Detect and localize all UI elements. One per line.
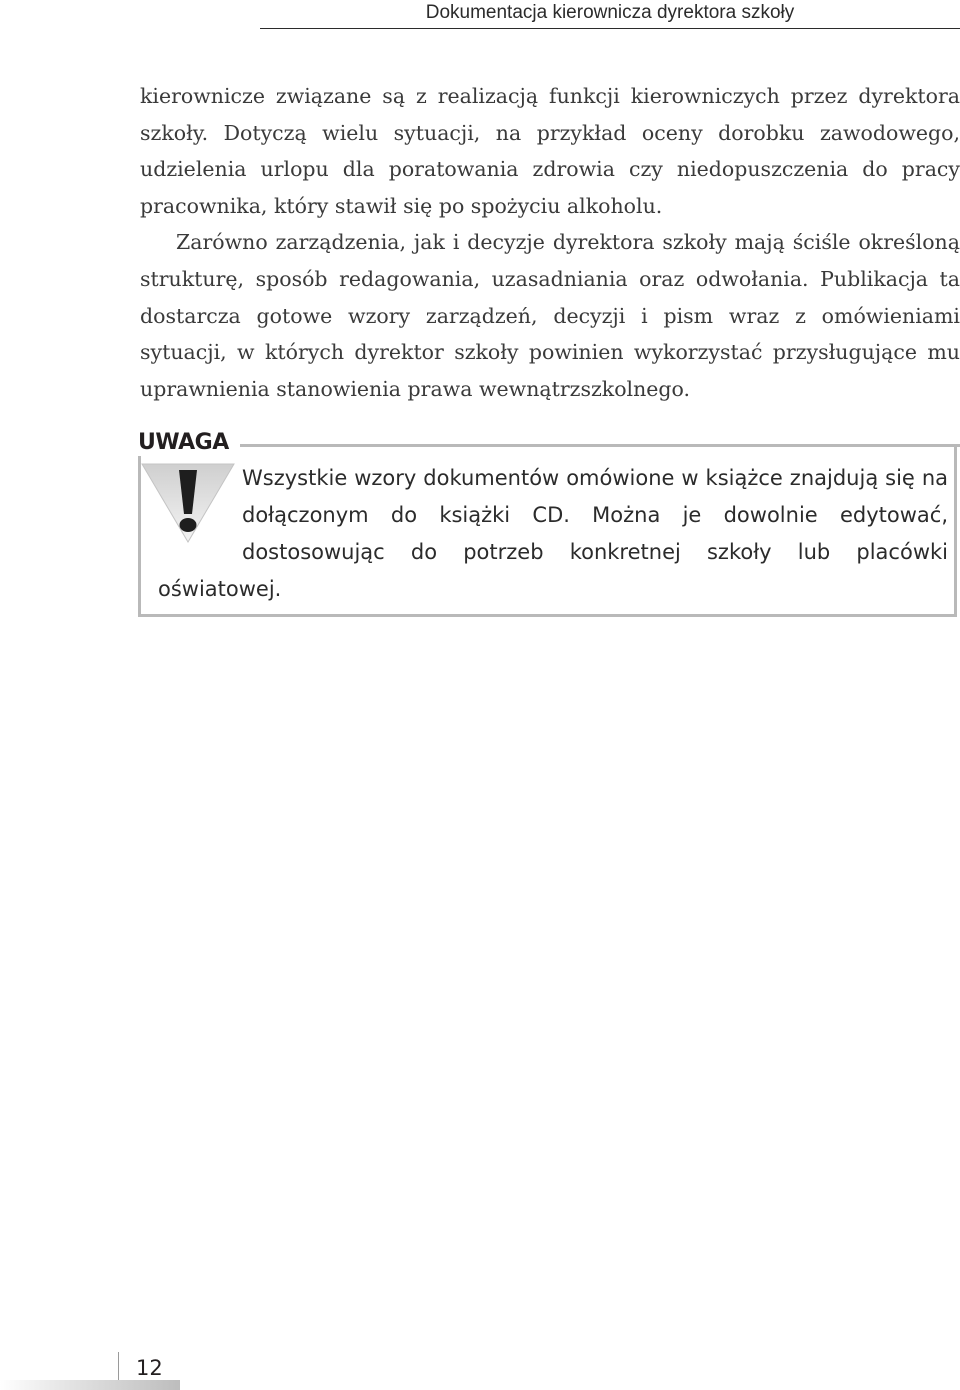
paragraph: kierownicze związane są z realizacją funkcji kierowniczych przez dyrektora szkoły. Dotyczą wielu sytuacji, na przykład oceny dorobku zawodowego, udzielenia urlopu dla poratowania zdrowia czy niedopuszczenia do pracy pracownika, który stawił się po spożyciu alkoholu.: [140, 84, 960, 218]
running-header: [260, 0, 960, 29]
footer-divider: [118, 1352, 119, 1380]
page-footer: [0, 1352, 180, 1390]
body-text: [140, 78, 960, 407]
footer-bar: [0, 1380, 180, 1390]
paragraph: Zarówno zarządzenia, jak i decyzje dyrektora szkoły mają ściśle określoną strukturę, sposób redagowania, uzasadniania oraz odwołania. Publikacja ta dostarcza gotowe wzory zarządzeń, decyzji i pism wraz z omówieniami sytuacji, w których dyrektor szkoły powinien wykorzystać przysługujące mu uprawnienia stanowienia prawa wewnątrzszkolnego.: [140, 230, 960, 401]
callout-divider: [240, 444, 960, 447]
header-title: Dokumentacja kierownicza dyrektora szkoły: [425, 2, 795, 23]
callout-label: UWAGA: [138, 430, 235, 456]
callout-text: [158, 460, 948, 608]
warning-callout: [138, 430, 960, 620]
callout-body: Wszystkie wzory dokumentów omówione w książce znajdują się na dołączonym do książki CD. Można je dowolnie edytować, dostosowując do potrzeb konkretnej szkoły lub placówki oświatowej.: [158, 466, 948, 601]
page-number: 12: [136, 1356, 163, 1380]
